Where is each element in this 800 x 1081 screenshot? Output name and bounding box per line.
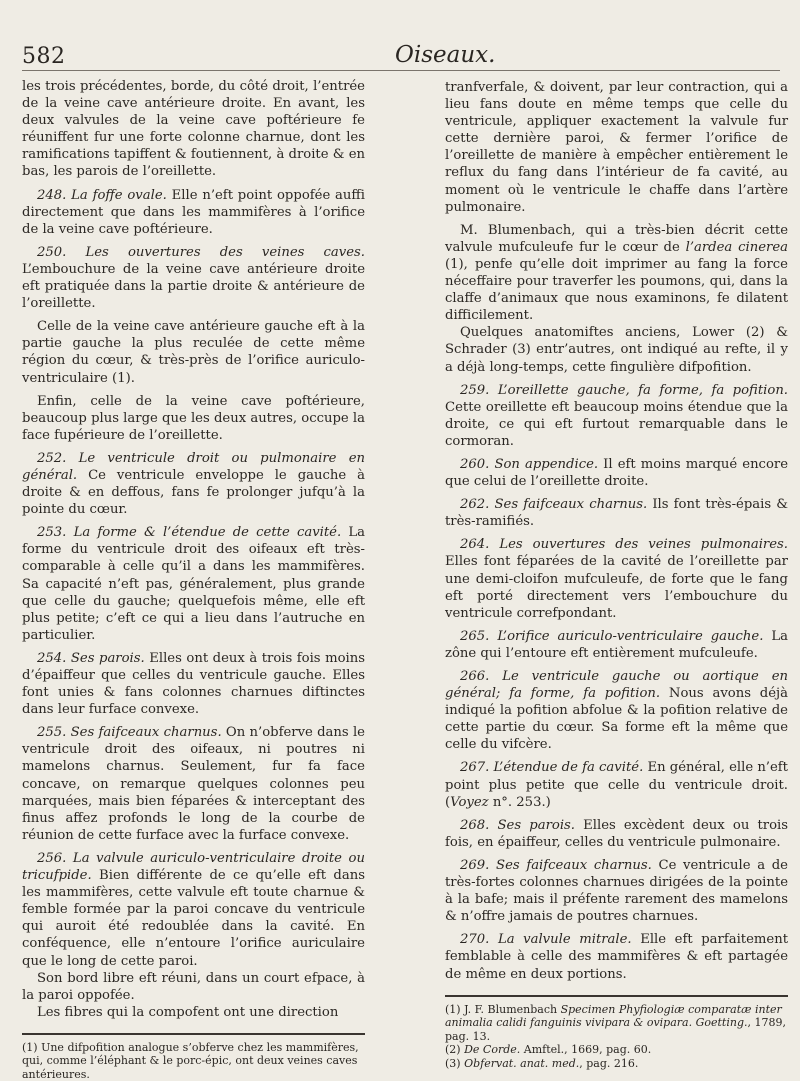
- species-name: l’ardea cinerea: [685, 239, 788, 255]
- text: (1), penfe qu’elle doit imprimer au fang la force néceffaire pour traverfer les poumons, qui, dans la claffe d’animaux que nous examinons, fe dilatent difficilement.: [445, 256, 788, 324]
- section-269: [445, 857, 788, 925]
- paragraph-blumenbach: [445, 222, 788, 325]
- section-title: 268. Ses parois.: [460, 817, 575, 833]
- section-title: 259. L’oreillette gauche, fa forme, fa pofition.: [460, 382, 788, 398]
- footnote-rule: [22, 1033, 365, 1035]
- section-267: [445, 759, 788, 810]
- section-body: Elle n’eft point oppofée auffi directement que dans les mammifères à l’orifice de la veine cave poftérieure.: [22, 187, 365, 237]
- section-title: 256. La valvule auriculo-ventriculaire droite ou tricufpide.: [22, 850, 365, 884]
- section-body: L’embouchure de la veine cave antérieure droite eft pratiquée dans la partie droite & antérieure de l’oreillette.: [22, 261, 365, 312]
- paragraph: Enfin, celle de la veine cave poftérieure, beaucoup plus large que les deux autres, occupe la face fupérieure de l’oreillette.: [22, 393, 365, 443]
- section-260: [445, 456, 788, 490]
- section-body: Ils font très-épais & très-ramifiés.: [445, 497, 788, 530]
- section-title: 265. L’orifice auriculo-ventriculaire gauche.: [460, 628, 764, 644]
- section-body: Cette oreillette eft beaucoup moins étendue que la droite, ce qui eft furtout remarquable dans le cormoran.: [445, 399, 788, 449]
- section-body: Elle eft parfaitement femblable à celle des mammifères & eft partagée de même en deux portions.: [445, 932, 788, 982]
- section-body: On n’obferve dans le ventricule droit des oifeaux, ni poutres ni mamelons charnus. Seulement, fur fa face concave, on remarque quelques colonnes peu marquées, mais bien féparées & interceptant des finus affez profonds le long de la courbe de réunion de cette furface avec la furface convexe.: [22, 725, 365, 843]
- section-title: 267. L’étendue de fa cavité.: [460, 760, 644, 776]
- paragraph: Celle de la veine cave antérieure gauche eft à la partie gauche la plus reculée de cette même région du cœur, & très-près de l’orifice auriculo-ventriculaire (1).: [22, 319, 365, 386]
- section-title: 270. La valvule mitrale.: [460, 932, 632, 948]
- text: Amftel., 1669, pag. 60.: [520, 1043, 652, 1057]
- section-body: Il eft moins marqué encore que celui de l’oreillette droite.: [445, 456, 788, 490]
- section-body: n°. 253.): [488, 794, 551, 810]
- section-253: [22, 524, 365, 644]
- section-body: Ce ventricule a de très-fortes colonnes charnues dirigées de la pointe à la bafe; mais il préfente rarement des mamelons & n’offre jamais de poutres charnues.: [445, 857, 788, 925]
- left-column: [22, 78, 365, 1081]
- paragraph: les trois précédentes, borde, du côté droit, l’entrée de la veine cave antérieure droite. En avant, les deux valvules de la veine cave poftérieure fe réuniffent fur une forte colonne charnue, dont les ramifications tapiffent & foutiennent, à droite & en bas, les parois de l’oreillette.: [22, 79, 365, 180]
- paragraph: tranfverfale, & doivent, par leur contraction, qui a lieu fans doute en même temps que celle du ventricule, appliquer exactement la valvule fur cette dernière paroi, & fermer l’orifice de l’oreillette de manière à empêcher entièrement le reflux du fang dans l’intérieur de fa cavité, au moment où le ventricule le chaffe dans l’artère pulmonaire.: [445, 80, 788, 215]
- section-266: [445, 668, 788, 753]
- section-248: [22, 187, 365, 238]
- section-body: Ce ventricule enveloppe le gauche à droite & en deffous, fans fe prolonger jufqu’à la pointe du cœur.: [22, 467, 365, 518]
- text: , pag. 216.: [579, 1056, 639, 1070]
- text: (3): [445, 1056, 465, 1070]
- right-column: [445, 79, 788, 1070]
- citation-title: Obfervat. anat. med.: [464, 1056, 580, 1070]
- section-body: Bien différente de ce qu’elle eft dans les mammifères, cette valvule eft toute charnue & femble formée par la paroi concave du ventricule qui auroit été redoublée dans la cavité. En conféquence, elle n’entoure l’orifice auriculaire que le long de cette paroi.: [22, 868, 365, 969]
- section-title: 250. Les ouvertures des veines caves.: [37, 244, 365, 260]
- paragraph: Quelques anatomiftes anciens, Lower (2) & Schrader (3) entr’autres, ont indiqué au refte, il y a déjà long-temps, cette fingulière difpofition.: [445, 325, 788, 375]
- section-title: 264. Les ouvertures des veines pulmonaires.: [460, 537, 788, 553]
- section-title: 252. Le ventricule droit ou pulmonaire en général.: [22, 450, 365, 483]
- section-body: Elles font féparées de la cavité de l’oreillette par une demi-cloifon mufculeufe, de forte que le fang eft porté directement vers l’embouchure du ventricule correfpondant.: [445, 554, 788, 621]
- section-body: La forme du ventricule droit des oifeaux eft très-comparable à celle qu’il a dans les mammifères. Sa capacité n’eft pas, généralement, plus grande que celle du gauche; quelquefois même, elle eft plus petite; c’eft ce qui a lieu dans l’autruche en particulier.: [22, 525, 365, 643]
- section-264: [445, 536, 788, 621]
- section-body: En général, elle n’eft point plus petite que celle du ventricule droit. (: [445, 760, 788, 810]
- section-262: [445, 496, 788, 530]
- paragraph: Son bord libre eft réuni, dans un court efpace, à la paroi oppofée.: [22, 970, 365, 1003]
- citation-title: Specimen Phyfiologiæ comparatæ inter animalia calidi fanguinis vivipara & ovipara. Goetting.: [445, 1002, 782, 1030]
- section-body: La zône qui l’entoure eft entièrement mufculeufe.: [445, 628, 788, 661]
- section-259: [445, 382, 788, 450]
- text: (2): [445, 1043, 465, 1057]
- footnote-1: [445, 1003, 788, 1044]
- text: (1) J. F. Blumenbach: [445, 1002, 561, 1016]
- section-title: 254. Ses parois.: [37, 650, 145, 666]
- section-body: Elles excèdent deux ou trois fois, en épaiffeur, celles du ventricule pulmonaire.: [445, 817, 789, 850]
- section-254: [22, 650, 365, 718]
- section-title: 253. La forme & l’étendue de cette cavité.: [37, 525, 342, 541]
- section-title: 255. Ses faifceaux charnus.: [37, 725, 222, 741]
- footnote-2: [445, 1043, 788, 1057]
- section-title: 260. Son appendice.: [460, 456, 599, 472]
- section-265: [445, 628, 788, 662]
- section-256: [22, 850, 365, 970]
- footnote-1: (1) Une difpofition analogue s’obferve chez les mammifères, qui, comme l’éléphant & le porc-épic, ont deux veines caves antérieures.: [22, 1040, 359, 1081]
- running-title: Oiseaux.: [395, 42, 496, 68]
- section-title: 269. Ses faifceaux charnus.: [460, 857, 652, 873]
- section-270: [445, 931, 788, 982]
- cross-reference: Voyez: [450, 794, 489, 810]
- text: , 1789, pag. 13.: [445, 1016, 786, 1043]
- section-title: 262. Ses faifceaux charnus.: [460, 497, 648, 513]
- section-title: 266. Le ventricule gauche ou aortique en général; fa forme, fa pofition.: [445, 669, 788, 702]
- section-255: [22, 724, 365, 844]
- section-body: Elles ont deux à trois fois moins d’épaiffeur que celles du ventricule gauche. Elles font unies & fans colonnes charnues diftinctes dans leur furface convexe.: [22, 650, 366, 718]
- section-title: 248. La foffe ovale.: [37, 187, 167, 203]
- page-number: 582: [22, 44, 66, 69]
- citation-title: De Corde.: [464, 1043, 521, 1057]
- paragraph: Les fibres qui la compofent ont une direction: [37, 1004, 339, 1020]
- section-268: [445, 817, 788, 851]
- section-252: [22, 450, 365, 518]
- header-rule: [22, 70, 780, 71]
- footnote-3: [445, 1057, 788, 1071]
- section-body: Nous avons déjà indiqué la pofition abfolue & la pofition relative de cette partie du cœur. Sa forme eft la même que celle du vifcère.: [445, 686, 789, 753]
- section-250: [22, 244, 365, 312]
- text: M. Blumenbach, qui a très-bien décrit cette valvule mufculeufe fur le cœur de: [445, 222, 788, 255]
- footnote-rule: [445, 995, 788, 997]
